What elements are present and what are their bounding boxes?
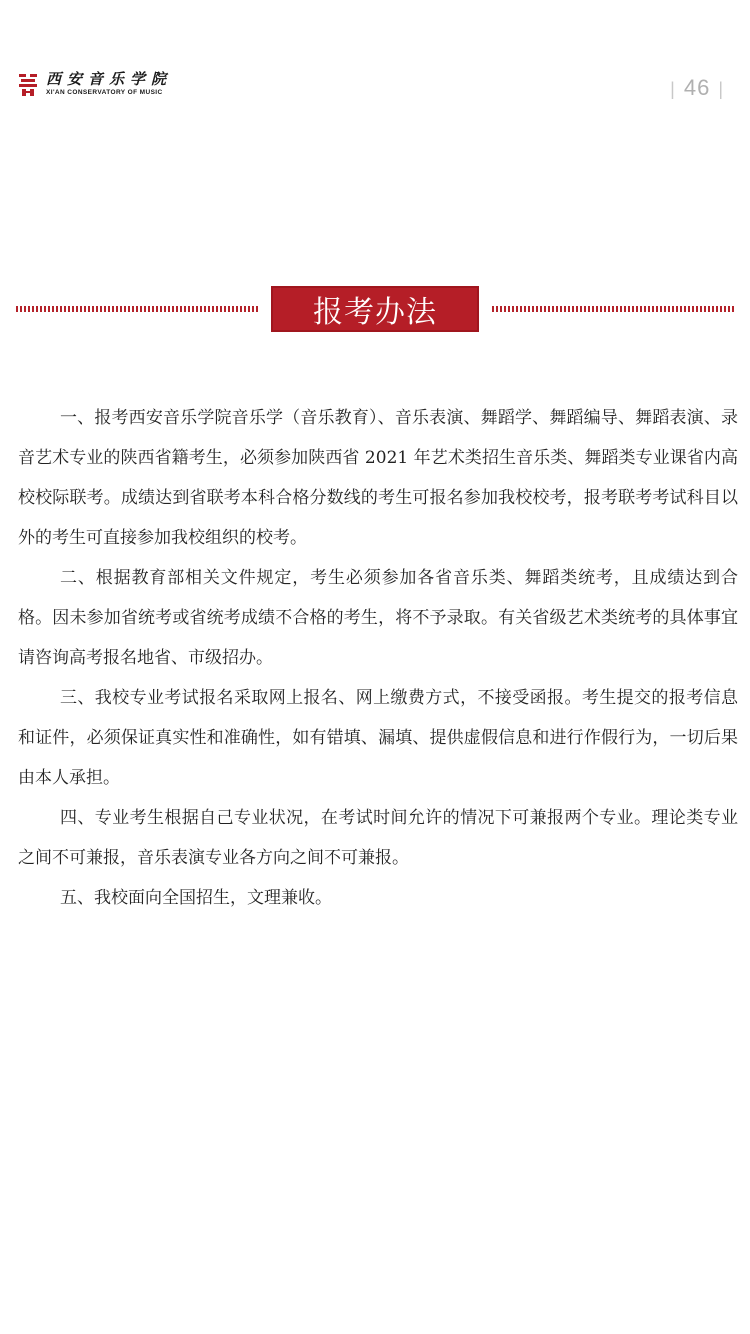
logo-chinese-name: 西安音乐学院 — [46, 70, 173, 88]
page-header — [0, 0, 750, 120]
section-banner — [0, 286, 750, 332]
paragraph-2: 二、根据教育部相关文件规定，考生必须参加各省音乐类、舞蹈类统考，且成绩达到合格。因未参加省统考或省统考成绩不合格的考生，将不予录取。有关省级艺术类统考的具体事宜请咨询高考报名地省、市级招办。 — [18, 568, 738, 668]
paragraph-4: 四、专业考生根据自己专业状况，在考试时间允许的情况下可兼报两个专业。理论类专业之间不可兼报，音乐表演专业各方向之间不可兼报。 — [18, 808, 738, 868]
logo-english-name: XI'AN CONSERVATORY OF MUSIC — [46, 89, 163, 96]
page-number-right-divider: | — [718, 79, 724, 99]
section-title: 报考办法 — [271, 286, 479, 332]
paragraph-3: 三、我校专业考试报名采取网上报名、网上缴费方式，不接受函报。考生提交的报考信息和证件，必须保证真实性和准确性，如有错填、漏填、提供虚假信息和进行作假行为，一切后果由本人承担。 — [18, 688, 738, 788]
page-number — [662, 74, 732, 103]
school-logo — [16, 70, 172, 98]
paragraph-1: 一、报考西安音乐学院音乐学（音乐教育）、音乐表演、舞蹈学、舞蹈编导、舞蹈表演、录音艺术专业的陕西省籍考生，必须参加陕西省 2021 年艺术类招生音乐类、舞蹈类专业课省内高校校际联考。成绩达到省联考本科合格分数线的考生可报名参加我校校考，报考联考考试科目以外的考生可直接参加我校组织的校考。 — [18, 408, 738, 548]
school-emblem-icon — [16, 70, 40, 98]
body-text — [18, 398, 738, 918]
banner-right-dashed-rule — [492, 306, 736, 312]
banner-left-dashed-rule — [16, 306, 259, 312]
page-number-left-divider: | — [670, 79, 676, 99]
page-number-value: 46 — [683, 75, 711, 100]
paragraph-5: 五、我校面向全国招生，文理兼收。 — [60, 888, 332, 908]
